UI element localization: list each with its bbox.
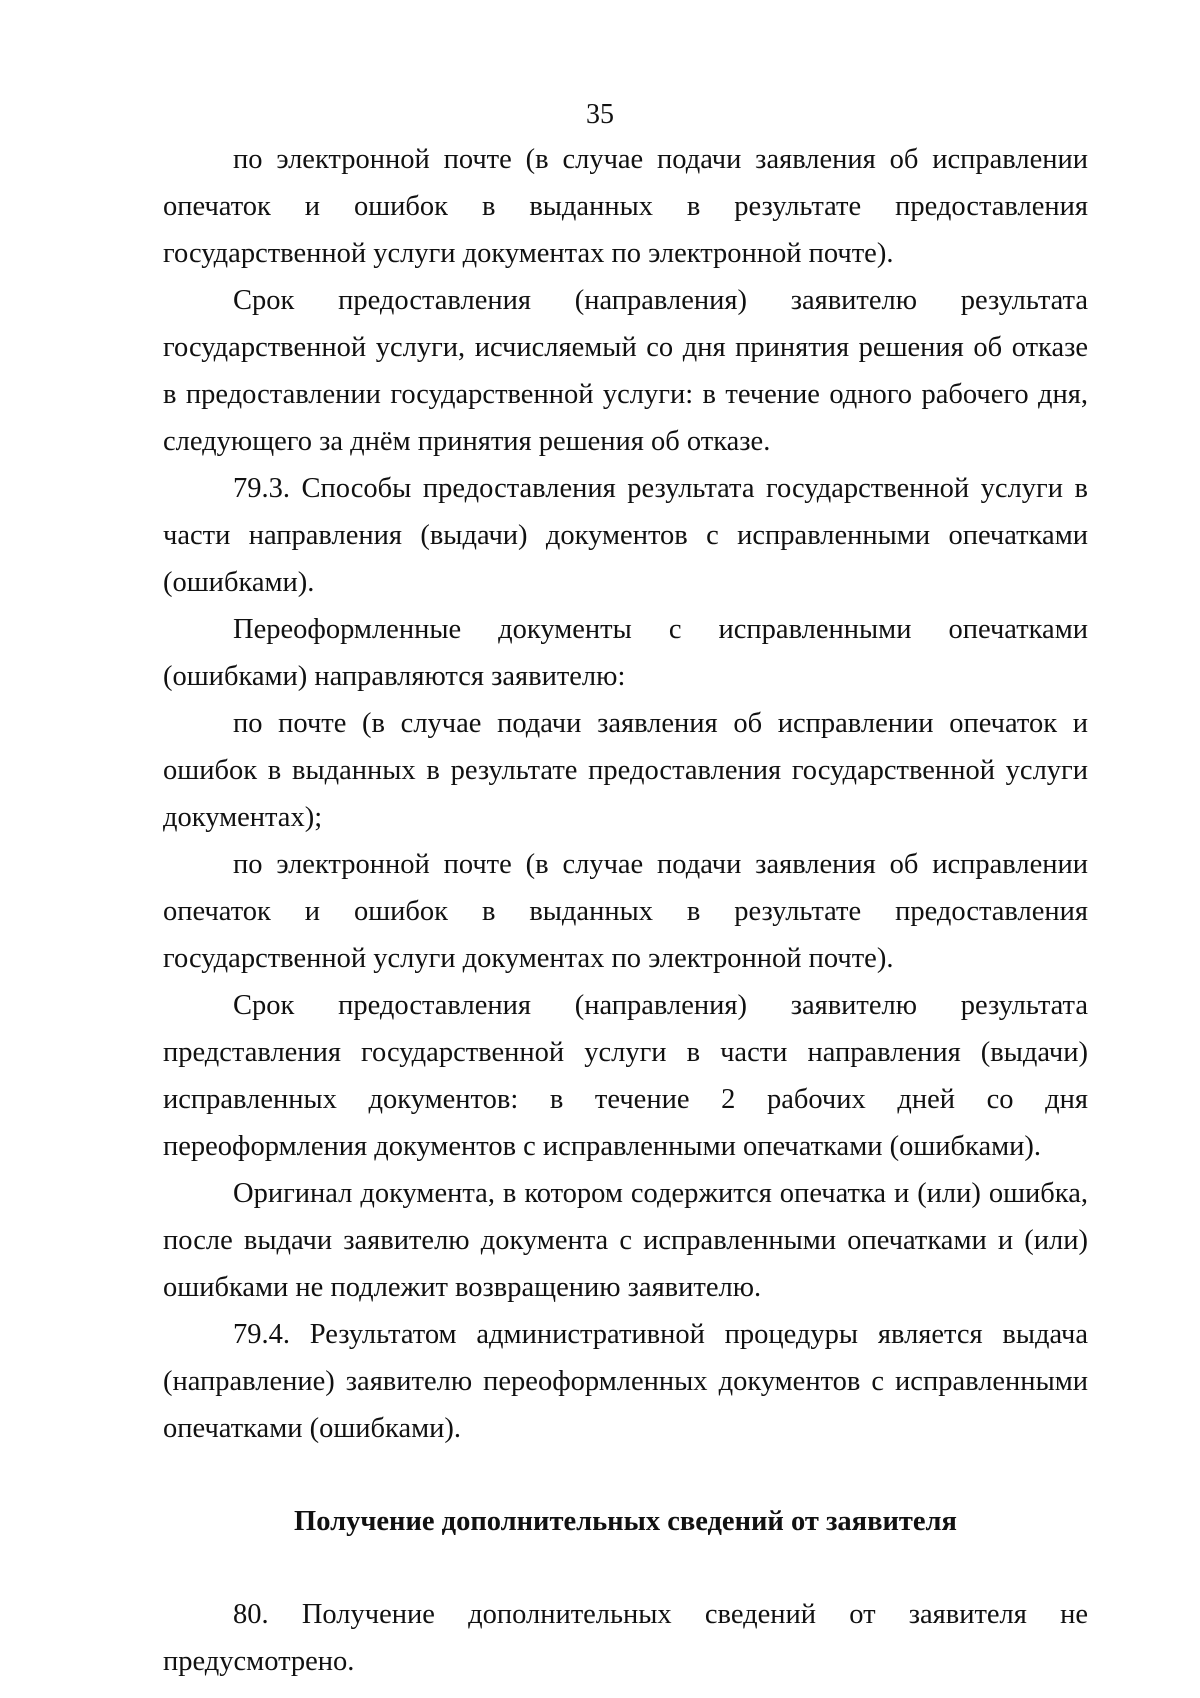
paragraph-79-4: 79.4. Результатом административной процедуры является выдача (направление) заявителю переоформленных документов с исправленными опечатками (ошибками). [163, 1319, 1088, 1444]
paragraph-refusal-deadline: Срок предоставления (направления) заявителю результата государственной услуги, исчисляемый со дня принятия решения об отказе в предоставлении государственной услуги: в течение одного рабочего дня, следующего за днём принятия решения об отказе. [163, 285, 1088, 457]
document-body [163, 136, 1088, 1685]
paragraph-79-3: 79.3. Способы предоставления результата государственной услуги в части направления (выдачи) документов с исправленными опечатками (ошибками). [163, 473, 1088, 598]
paragraph-reissued-documents: Переоформленные документы с исправленными опечатками (ошибками) направляются заявителю: [163, 614, 1088, 692]
paragraph-email-delivery-1: по электронной почте (в случае подачи заявления об исправлении опечаток и ошибок в выданных в результате предоставления государственной услуги документах по электронной почте). [163, 144, 1088, 269]
paragraph-email-delivery-2: по электронной почте (в случае подачи заявления об исправлении опечаток и ошибок в выданных в результате предоставления государственной услуги документах по электронной почте). [163, 849, 1088, 974]
paragraph-correction-deadline: Срок предоставления (направления) заявителю результата представления государственной услуги в части направления (выдачи) исправленных документов: в течение 2 рабочих дней со дня переоформления документов с исправленными опечатками (ошибками). [163, 990, 1088, 1162]
section-heading: Получение дополнительных сведений от заявителя [294, 1506, 957, 1537]
paragraph-postal-delivery: по почте (в случае подачи заявления об исправлении опечаток и ошибок в выданных в результате предоставления государственной услуги документах); [163, 708, 1088, 833]
paragraph-original-document: Оригинал документа, в котором содержится опечатка и (или) ошибка, после выдачи заявителю документа с исправленными опечатками и (или) ошибками не подлежит возвращению заявителю. [163, 1178, 1088, 1303]
paragraph-80: 80. Получение дополнительных сведений от заявителя не предусмотрено. [163, 1599, 1088, 1677]
page-number: 35 [586, 99, 614, 130]
